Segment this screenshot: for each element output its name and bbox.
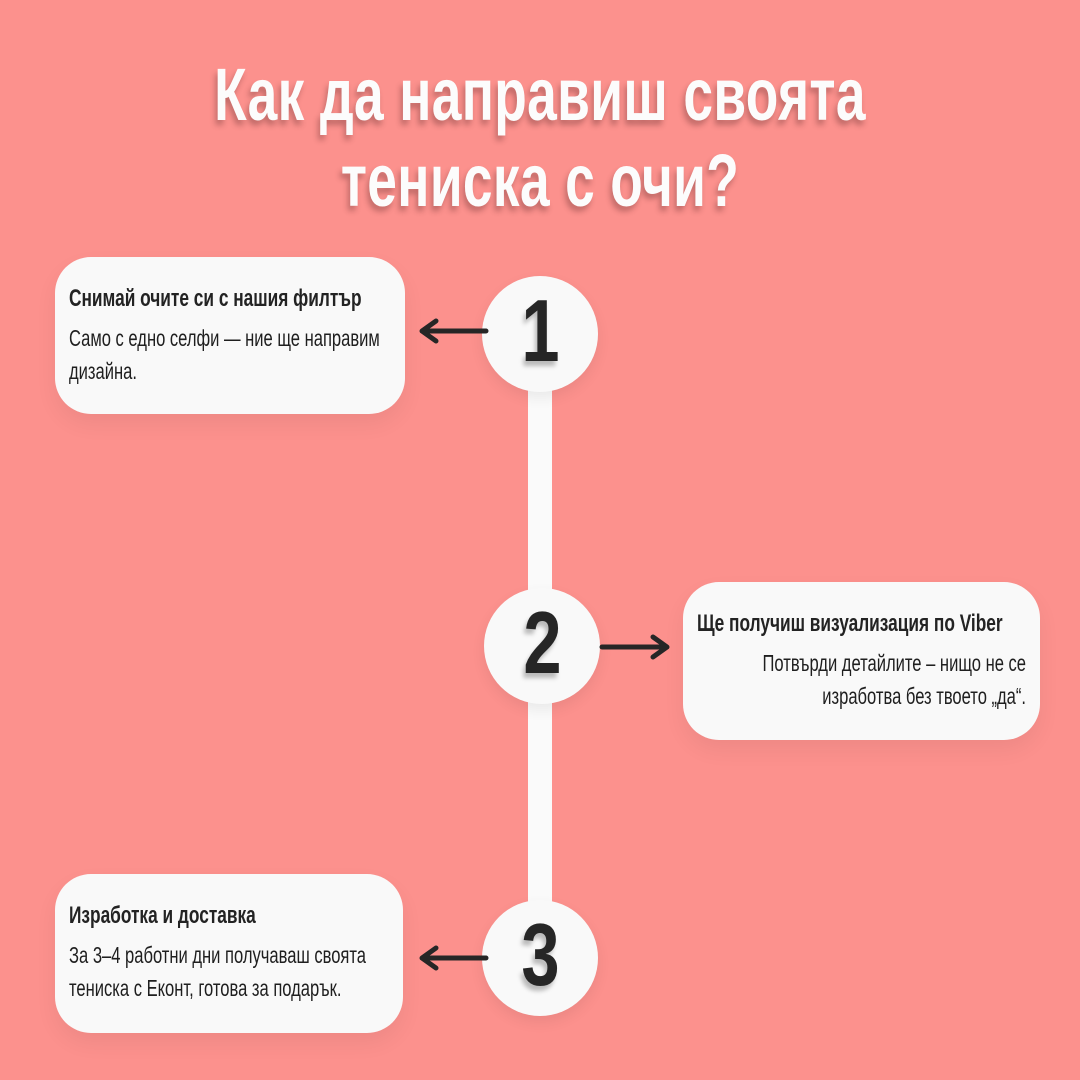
poster-title-text: Как да направиш своята тениска с очи? <box>214 53 866 222</box>
arrow-right-icon <box>597 632 677 662</box>
arrow-left-icon <box>412 316 492 346</box>
step-1-number: 1 <box>520 281 560 380</box>
step-3-card <box>55 874 403 1033</box>
step-3-card-title: Изработка и доставка <box>69 902 256 929</box>
step-1-card <box>55 257 405 414</box>
step-1-card-title: Снимай очите си с нашия филтър <box>69 285 362 312</box>
step-3-card-body: За 3–4 работни дни получаваш своята тениска с Еконт, готова за подарък. <box>69 942 367 1001</box>
step-3-card-content <box>69 900 389 1005</box>
step-2-number: 2 <box>522 593 562 692</box>
step-2-card <box>683 582 1040 740</box>
arrow-left-icon <box>412 943 492 973</box>
step-3-circle <box>482 900 598 1016</box>
step-2-card-body: Потвърди детайлите – нищо не се изработва без твоето „да“. <box>762 650 1027 709</box>
step-1-circle <box>482 276 598 392</box>
step-1-card-body: Само с едно селфи — ние ще направим дизайна. <box>69 325 380 384</box>
step-2-card-content <box>697 608 1026 713</box>
step-2-card-title: Ще получиш визуализация по Viber <box>697 610 1003 637</box>
step-3-number: 3 <box>520 905 560 1004</box>
poster-title <box>0 52 1080 224</box>
step-2-circle <box>484 588 600 704</box>
step-1-card-content <box>69 283 391 388</box>
